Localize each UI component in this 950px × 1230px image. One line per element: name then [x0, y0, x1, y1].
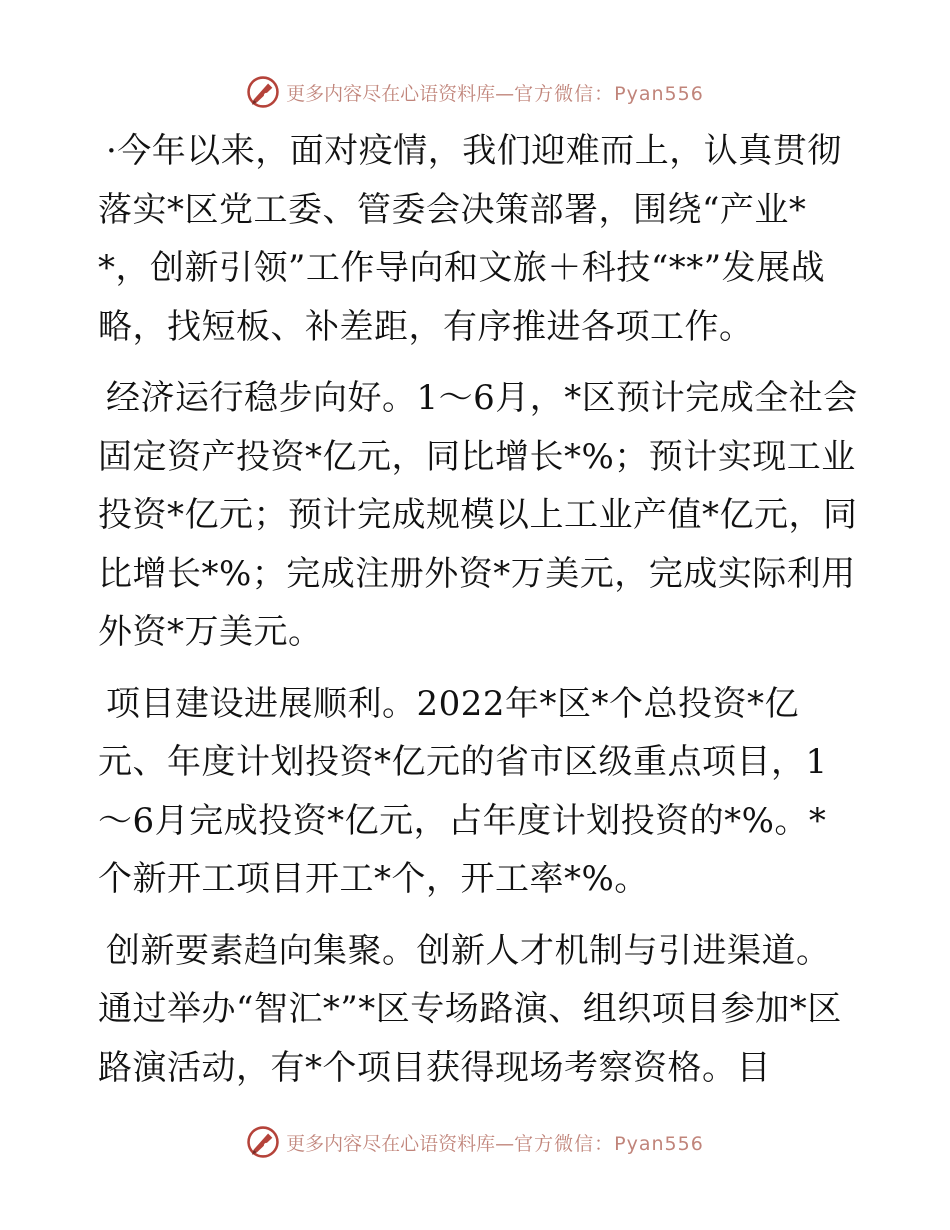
paragraph-intro: ·今年以来，面对疫情，我们迎难而上，认真贯彻落实*区党工委、管委会决策部署，围绕“产业**，创新引领”工作导向和文旅＋科技“**”发展战略，找短板、补差距，有序推进各项工作。	[98, 131, 842, 347]
paragraph-economy: 经济运行稳步向好。1～6月，*区预计完成全社会固定资产投资*亿元，同比增长*%；预计实现工业投资*亿元；预计完成规模以上工业产值*亿元，同比增长*%；完成注册外资*万美元，完成实际利用外资*万美元。	[98, 378, 858, 652]
pen-logo-icon	[246, 75, 280, 109]
watermark-text: 更多内容尽在心语资料库—官方微信：Pyan556	[286, 1132, 704, 1155]
footer-watermark	[0, 1122, 950, 1162]
paragraph-innovation: 创新要素趋向集聚。创新人才机制与引进渠道。通过举办“智汇*”*区专场路演、组织项目参加*区路演活动，有*个项目获得现场考察资格。目	[98, 930, 842, 1088]
watermark-text: 更多内容尽在心语资料库—官方微信：Pyan556	[286, 82, 704, 105]
paragraph-projects: 项目建设进展顺利。2022年*区*个总投资*亿元、年度计划投资*亿元的省市区级重点项目，1～6月完成投资*亿元，占年度计划投资的*%。*个新开工项目开工*个，开工率*%。	[98, 683, 828, 899]
document-body	[98, 122, 858, 1110]
header-watermark	[0, 72, 950, 112]
pen-logo-icon	[246, 1125, 280, 1159]
